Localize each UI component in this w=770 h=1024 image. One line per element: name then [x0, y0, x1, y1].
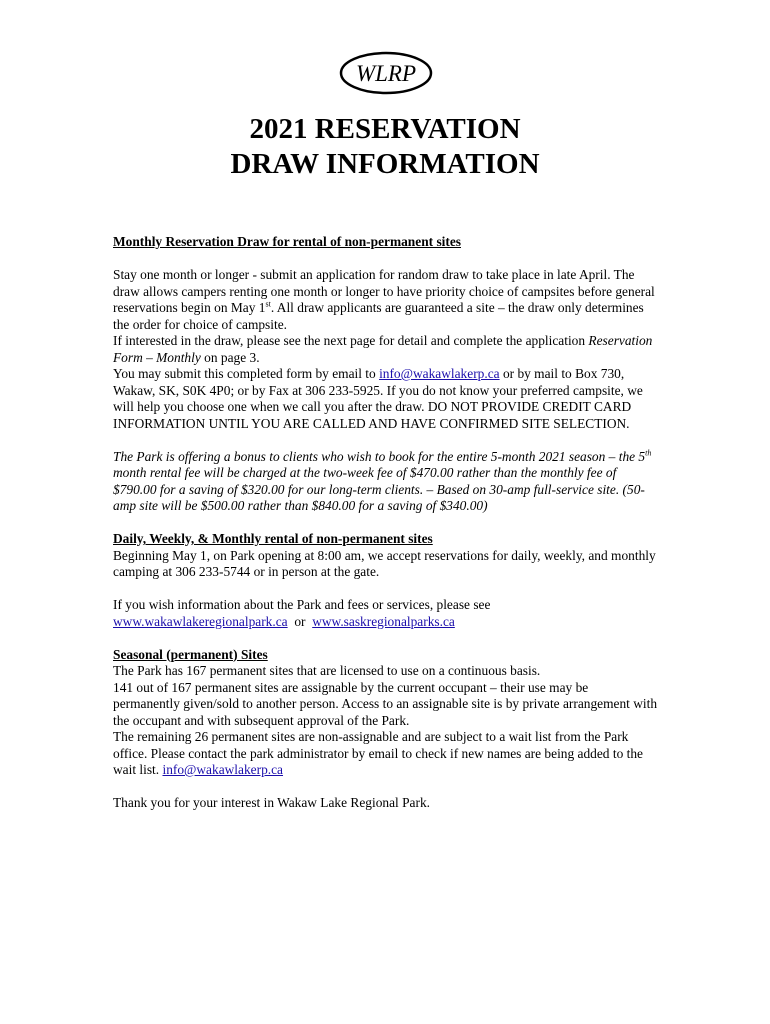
monthly-draw-heading: Monthly Reservation Draw for rental of non-permanent sites [113, 234, 461, 249]
email-link[interactable]: info@wakawlakerp.ca [379, 366, 500, 381]
wlrp-logo [338, 50, 434, 96]
info-paragraph: If you wish information about the Park and fees or services, please see [113, 597, 491, 612]
daily-weekly-paragraph: Beginning May 1, on Park opening at 8:00 am, we accept reservations for daily, weekly, and monthly camping at 306 233-5744 or in person at the gate. [113, 547, 656, 579]
daily-weekly-heading: Daily, Weekly, & Monthly rental of non-permanent sites [113, 531, 433, 546]
seasonal-email-link[interactable]: info@wakawlakerp.ca [162, 762, 284, 777]
seasonal-paragraph-1: The Park has 167 permanent sites that are licensed to use on a continuous basis. [113, 663, 541, 678]
seasonal-paragraph-3: The remaining 26 permanent sites are non-assignable and are subject to a wait list from the Park office. Please contact the park administrator by email to check if new names are being added to the wait list. info@wakawlakerp.ca [113, 729, 643, 777]
submission-paragraph: You may submit this completed form by email to info@wakawlakerp.ca or by mail to Box 730, Wakaw, SK, S0K 4P0; or by Fax at 306 233-5925. If you do not know your preferred campsite, we will help you choose one when we call you after the draw. DO NOT PROVIDE CREDIT CARD INFORMATION UNTIL YOU ARE CALLED AND HAVE CONFIRMED SITE SELECTION. [113, 366, 643, 431]
logo-text: WLRP [355, 61, 417, 86]
seasonal-sites-heading: Seasonal (permanent) Sites [113, 646, 268, 662]
monthly-draw-paragraph: Stay one month or longer - submit an application for random draw to take place in late April. The draw allows campers renting one month or longer to have priority choice of campsites before general reservations begin on May 1st. All draw applicants are guaranteed a site – the draw only determines the order for choice of campsite. [113, 267, 655, 332]
bonus-offer-paragraph: The Park is offering a bonus to clients who wish to book for the entire 5-month 2021 season – the 5th month rental fee will be charged at the two-week fee of $470.00 rather than the monthly fee of $790.00 for a saving of $320.00 for our long-term clients. – Based on 30-amp full-service site. (50-amp site will be $500.00 rather than $840.00 for a saving of $340.00) [113, 448, 652, 513]
regional-parks-link[interactable]: www.saskregionalparks.ca [312, 613, 455, 629]
reservation-form-name: Reservation Form – Monthly [113, 333, 653, 365]
closing-line: Thank you for your interest in Wakaw Lake Regional Park. [113, 795, 430, 810]
document-body [113, 234, 658, 812]
website-links: www.wakawlakeregionalpark.ca or www.saskregionalparks.ca [113, 613, 455, 629]
draw-instructions-paragraph: If interested in the draw, please see the next page for detail and complete the application Reservation Form – Monthly on page 3. [113, 333, 653, 365]
park-website-link[interactable]: www.wakawlakeregionalpark.ca [113, 613, 288, 629]
title-line-2: DRAW INFORMATION [230, 148, 540, 180]
seasonal-paragraph-2: 141 out of 167 permanent sites are assignable by the current occupant – their use may be permanently given/sold to another person. Access to an assignable site is by private arrangement with the occupant and with subsequent approval of the Park. [113, 679, 658, 728]
title-line-1: 2021 RESERVATION [249, 113, 521, 145]
